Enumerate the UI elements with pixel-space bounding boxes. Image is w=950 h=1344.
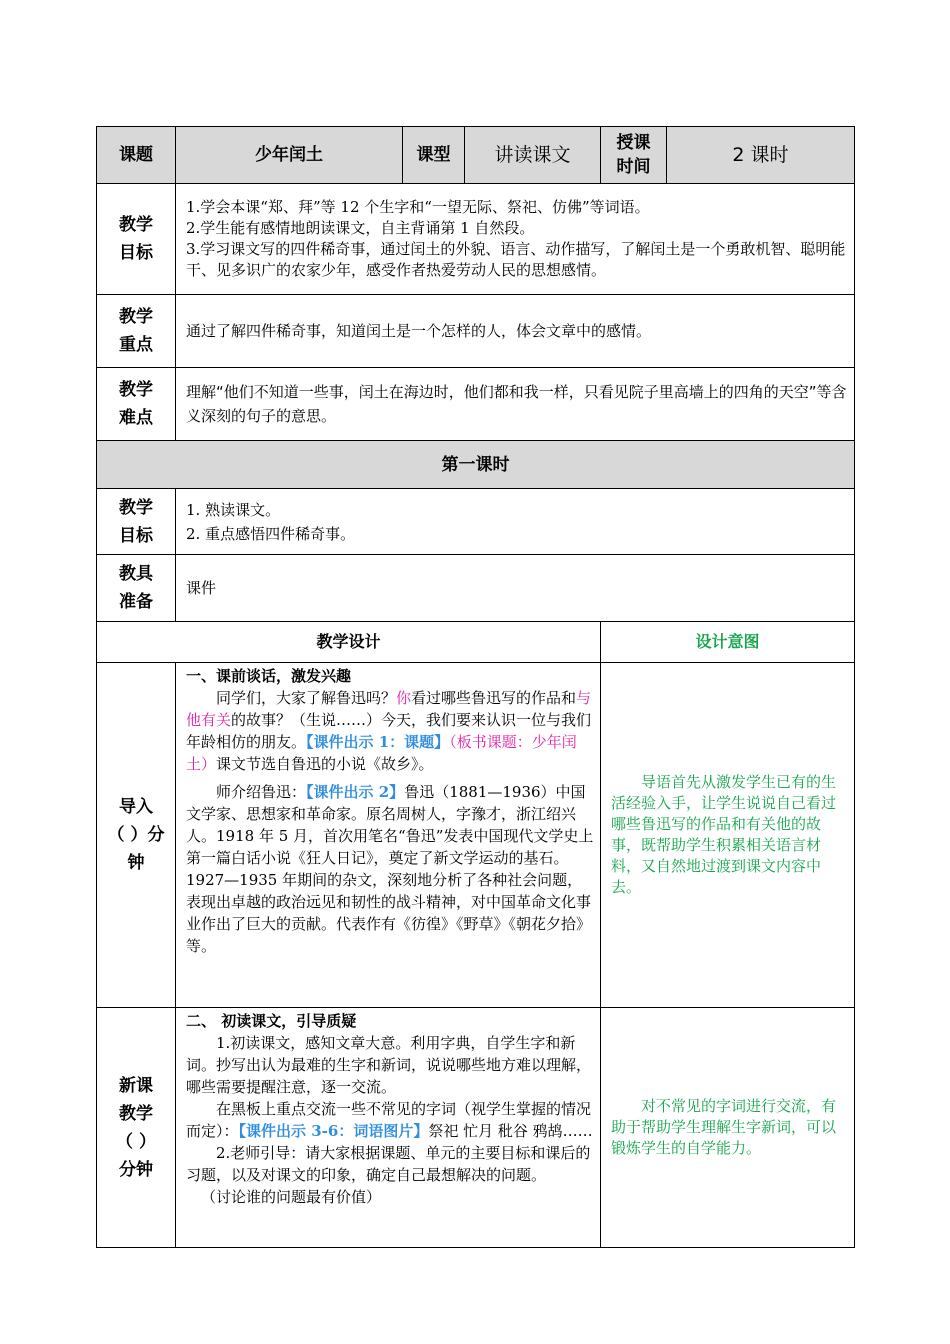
difficulty-label [97, 368, 176, 441]
goal-item-2: 2.学生能有感情地朗读课文，自主背诵第 1 自然段。 [186, 219, 535, 237]
time-value: 2 课时 [667, 127, 855, 184]
lesson1-goals-label-line2: 目标 [119, 525, 153, 546]
goals-label-line2: 目标 [119, 243, 153, 263]
lesson1-prep-label-line2: 准备 [119, 592, 153, 612]
lesson1-prep-label [97, 555, 176, 622]
section1-p2-luxun-bio: 鲁迅（1881—1936）中国文学家、思想家和革命家。原名周树人，字豫才，浙江绍兴人。1918 年 5 月，首次用笔名“鲁迅”发表中国现代文学史上第一篇白话小说《狂人日记》，奠定了新文学运动的基石。1927—1935 年期间的杂文，深刻地分析了各种社会问题，表现出卓越的政治远见和韧性的战斗精神，对中国革命文化事业作出了巨大的贡献。代表作有《彷徨》《野草》《朝花夕拾》等。 [186, 783, 594, 955]
section1-paragraph2 [186, 781, 596, 957]
difficulty-label-line1: 教学 [119, 380, 153, 400]
section2-label-line3: （ ） [116, 1131, 156, 1152]
intent-header: 设计意图 [601, 622, 855, 663]
section1-p1-text-h: 课文节选自鲁迅的小说《故乡》。 [216, 755, 434, 773]
header-row [97, 127, 855, 184]
time-label [601, 127, 667, 184]
section1-intent: 导语首先从激发学生已有的生活经验入手，让学生说说自己看过哪些鲁迅写的作品和有关他的故事，既帮助学生积累相关语言材料，又自然地过渡到课文内容中去。 [601, 663, 855, 1008]
subject-value: 少年闰土 [176, 127, 403, 184]
section2-design [176, 1008, 601, 1248]
lesson1-title: 第一课时 [97, 441, 855, 489]
lesson1-prep-label-line1: 教具 [119, 564, 153, 584]
focus-label [97, 295, 176, 368]
goal-item-1: 1.学会本课“郑、拜”等 12 个生字和“一望无际、祭祀、仿佛”等词语。 [186, 198, 650, 216]
difficulty-label-line2: 难点 [119, 408, 153, 428]
section1-p1-text-e: 的故事？（生说……）今天，我们要来认识一位与我们年龄相仿的朋友。 [186, 711, 592, 751]
section1-courseware-1: 【课件出示 1：课题】 [306, 733, 450, 751]
time-label-line1: 授课 [616, 133, 651, 153]
section2-label [97, 1008, 176, 1248]
section1-p1-highlight-related: 与他有关 [186, 689, 592, 729]
goals-row [97, 184, 855, 295]
section1-label-line2: （ ）分 [107, 825, 165, 845]
subject-label: 课题 [97, 127, 176, 184]
section1-courseware-2: 【课件出示 2】 [306, 783, 405, 801]
lesson1-goal-1: 1. 熟读课文。 [186, 500, 281, 519]
lesson1-prep-row [97, 555, 855, 622]
section1-p2-intro: 师介绍鲁迅： [216, 783, 307, 801]
lesson1-goals-label [97, 489, 176, 555]
lesson1-goal-2: 2. 重点感悟四件稀奇事。 [186, 524, 356, 543]
section1-label-line1: 导入 [119, 797, 153, 817]
type-label: 课型 [403, 127, 465, 184]
section2-row [97, 1008, 855, 1248]
lesson1-goals-content [176, 489, 855, 555]
lesson1-title-row [97, 441, 855, 489]
section2-paragraph2 [186, 1098, 596, 1142]
section1-heading: 一、课前谈话，激发兴趣 [186, 667, 352, 685]
focus-label-line2: 重点 [119, 335, 153, 355]
section1-paragraph1 [186, 687, 596, 775]
lesson1-prep-value: 课件 [176, 555, 855, 622]
design-header-row [97, 622, 855, 663]
section1-row [97, 663, 855, 1008]
section1-p1-text-c: 看过哪些鲁迅写的作品和 [411, 689, 577, 707]
section2-word-list: 祭祀 忙月 秕谷 鸦鸪…… [428, 1122, 593, 1140]
focus-label-line1: 教学 [119, 307, 153, 327]
section2-intent: 对不常见的字词进行交流，有助于帮助学生理解生字新词，可以锻炼学生的自学能力。 [601, 1008, 855, 1248]
focus-content: 通过了解四件稀奇事，知道闰土是一个怎样的人，体会文章中的感情。 [176, 295, 855, 368]
section2-heading: 二、 初读课文，引导质疑 [186, 1012, 357, 1030]
section1-label [97, 663, 176, 1008]
goal-item-3: 3.学习课文写的四件稀奇事，通过闰土的外貌、语言、动作描写，了解闰土是一个勇敢机智、聪明能干、见多识广的农家少年，感受作者热爱劳动人民的思想感情。 [186, 240, 846, 279]
type-value: 讲读课文 [465, 127, 601, 184]
section2-paragraph1: 1.初读课文，感知文章大意。利用字典，自学生字和新词。抄写出认为最难的生字和新词，说说哪些地方难以理解，哪些需要提醒注意，逐一交流。 [186, 1034, 592, 1096]
section1-board-title: （板书课题：少年闰土） [186, 733, 577, 773]
section2-label-line4: 分钟 [119, 1159, 153, 1180]
difficulty-content: 理解“他们不知道一些事，闰土在海边时，他们都和我一样，只看见院子里高墙上的四角的天空”等含义深刻的句子的意思。 [176, 368, 855, 441]
difficulty-row [97, 368, 855, 441]
section1-p1-highlight-you: 你 [396, 689, 412, 707]
section2-label-line1: 新课 [119, 1075, 153, 1096]
section2-p2-text: 在黑板上重点交流一些不常见的字词（视学生掌握的情况而定）： [186, 1100, 592, 1140]
lesson-plan-table [96, 126, 855, 1248]
section2-label-line2: 教学 [119, 1103, 153, 1124]
section2-courseware-3-6: 【课件出示 3-6：词语图片】 [238, 1122, 429, 1140]
goals-label-line1: 教学 [119, 215, 153, 235]
goals-content [176, 184, 855, 295]
section1-p1-text-a: 同学们，大家了解鲁迅吗？ [216, 689, 397, 707]
section1-design [176, 663, 601, 1008]
time-label-line2: 时间 [616, 157, 651, 177]
focus-row [97, 295, 855, 368]
lesson1-goals-label-line1: 教学 [119, 497, 153, 518]
section2-paragraph4: （讨论谁的问题最有价值） [201, 1188, 382, 1206]
design-header: 教学设计 [97, 622, 601, 663]
lesson-plan-page [96, 126, 854, 1248]
section1-label-line3: 钟 [127, 853, 145, 873]
section2-paragraph3: 2.老师引导：请大家根据课题、单元的主要目标和课后的习题，以及对课文的印象，确定自己最想解决的问题。 [186, 1144, 591, 1184]
goals-label [97, 184, 176, 295]
lesson1-goals-row [97, 489, 855, 555]
